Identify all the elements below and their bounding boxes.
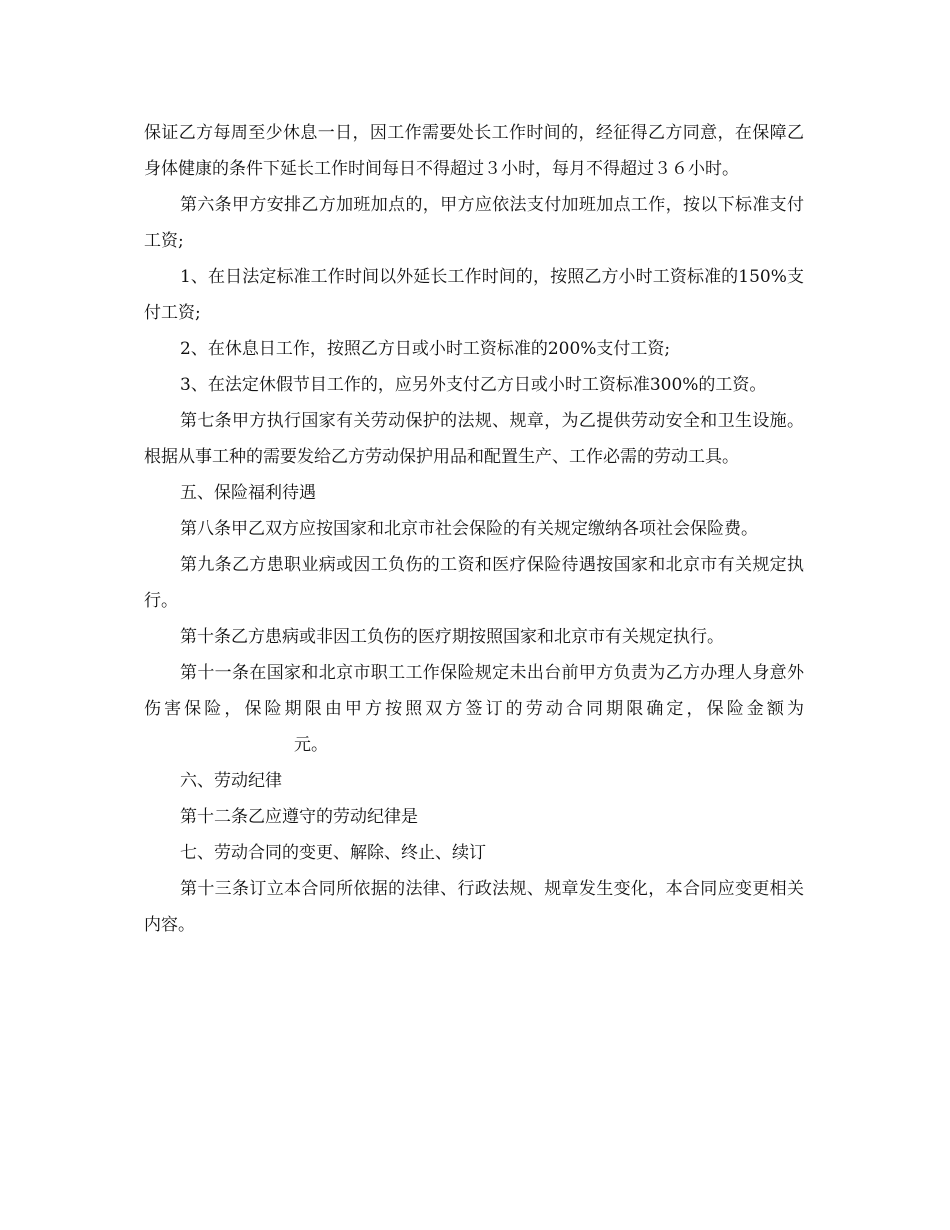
article-11-text: 第十一条在国家和北京市职工工作保险规定未出台前甲方负责为乙方办理人身意外伤害保险，保险期限由甲方按照双方签订的劳动合同期限确定，保险金额为	[144, 663, 804, 719]
article-11	[144, 655, 804, 763]
section-heading-5: 五、保险福利待遇	[180, 483, 316, 503]
article-8: 第八条甲乙双方应按国家和北京市社会保险的有关规定缴纳各项社会保险费。	[180, 519, 758, 539]
article-6-item-1: 1、在日法定标准工作时间以外延长工作时间的，按照乙方小时工资标准的150%支付工资;	[144, 267, 804, 323]
article-12: 第十二条乙应遵守的劳动纪律是	[180, 807, 418, 827]
section-heading-6: 六、劳动纪律	[180, 771, 282, 791]
article-11-unit: 元。	[294, 735, 328, 755]
contract-body	[144, 115, 804, 943]
article-10: 第十条乙方患病或非因工负伤的医疗期按照国家和北京市有关规定执行。	[180, 627, 724, 647]
paragraph-continuation: 保证乙方每周至少休息一日，因工作需要处长工作时间的，经征得乙方同意，在保障乙身体健康的条件下延长工作时间每日不得超过３小时，每月不得超过３６小时。	[144, 123, 804, 179]
article-6: 第六条甲方安排乙方加班加点的，甲方应依法支付加班加点工作，按以下标准支付工资;	[144, 195, 804, 251]
article-6-item-2: 2、在休息日工作，按照乙方日或小时工资标准的200%支付工资;	[180, 339, 671, 359]
article-9: 第九条乙方患职业病或因工负伤的工资和医疗保险待遇按国家和北京市有关规定执行。	[144, 555, 804, 611]
article-13: 第十三条订立本合同所依据的法律、行政法规、规章发生变化，本合同应变更相关内容。	[144, 879, 804, 935]
article-6-item-3: 3、在法定休假节目工作的，应另外支付乙方日或小时工资标准300%的工资。	[180, 375, 767, 395]
section-heading-7: 七、劳动合同的变更、解除、终止、续订	[180, 843, 486, 863]
article-7: 第七条甲方执行国家有关劳动保护的法规、规章，为乙提供劳动安全和卫生设施。根据从事工种的需要发给乙方劳动保护用品和配置生产、工作必需的劳动工具。	[144, 411, 804, 467]
